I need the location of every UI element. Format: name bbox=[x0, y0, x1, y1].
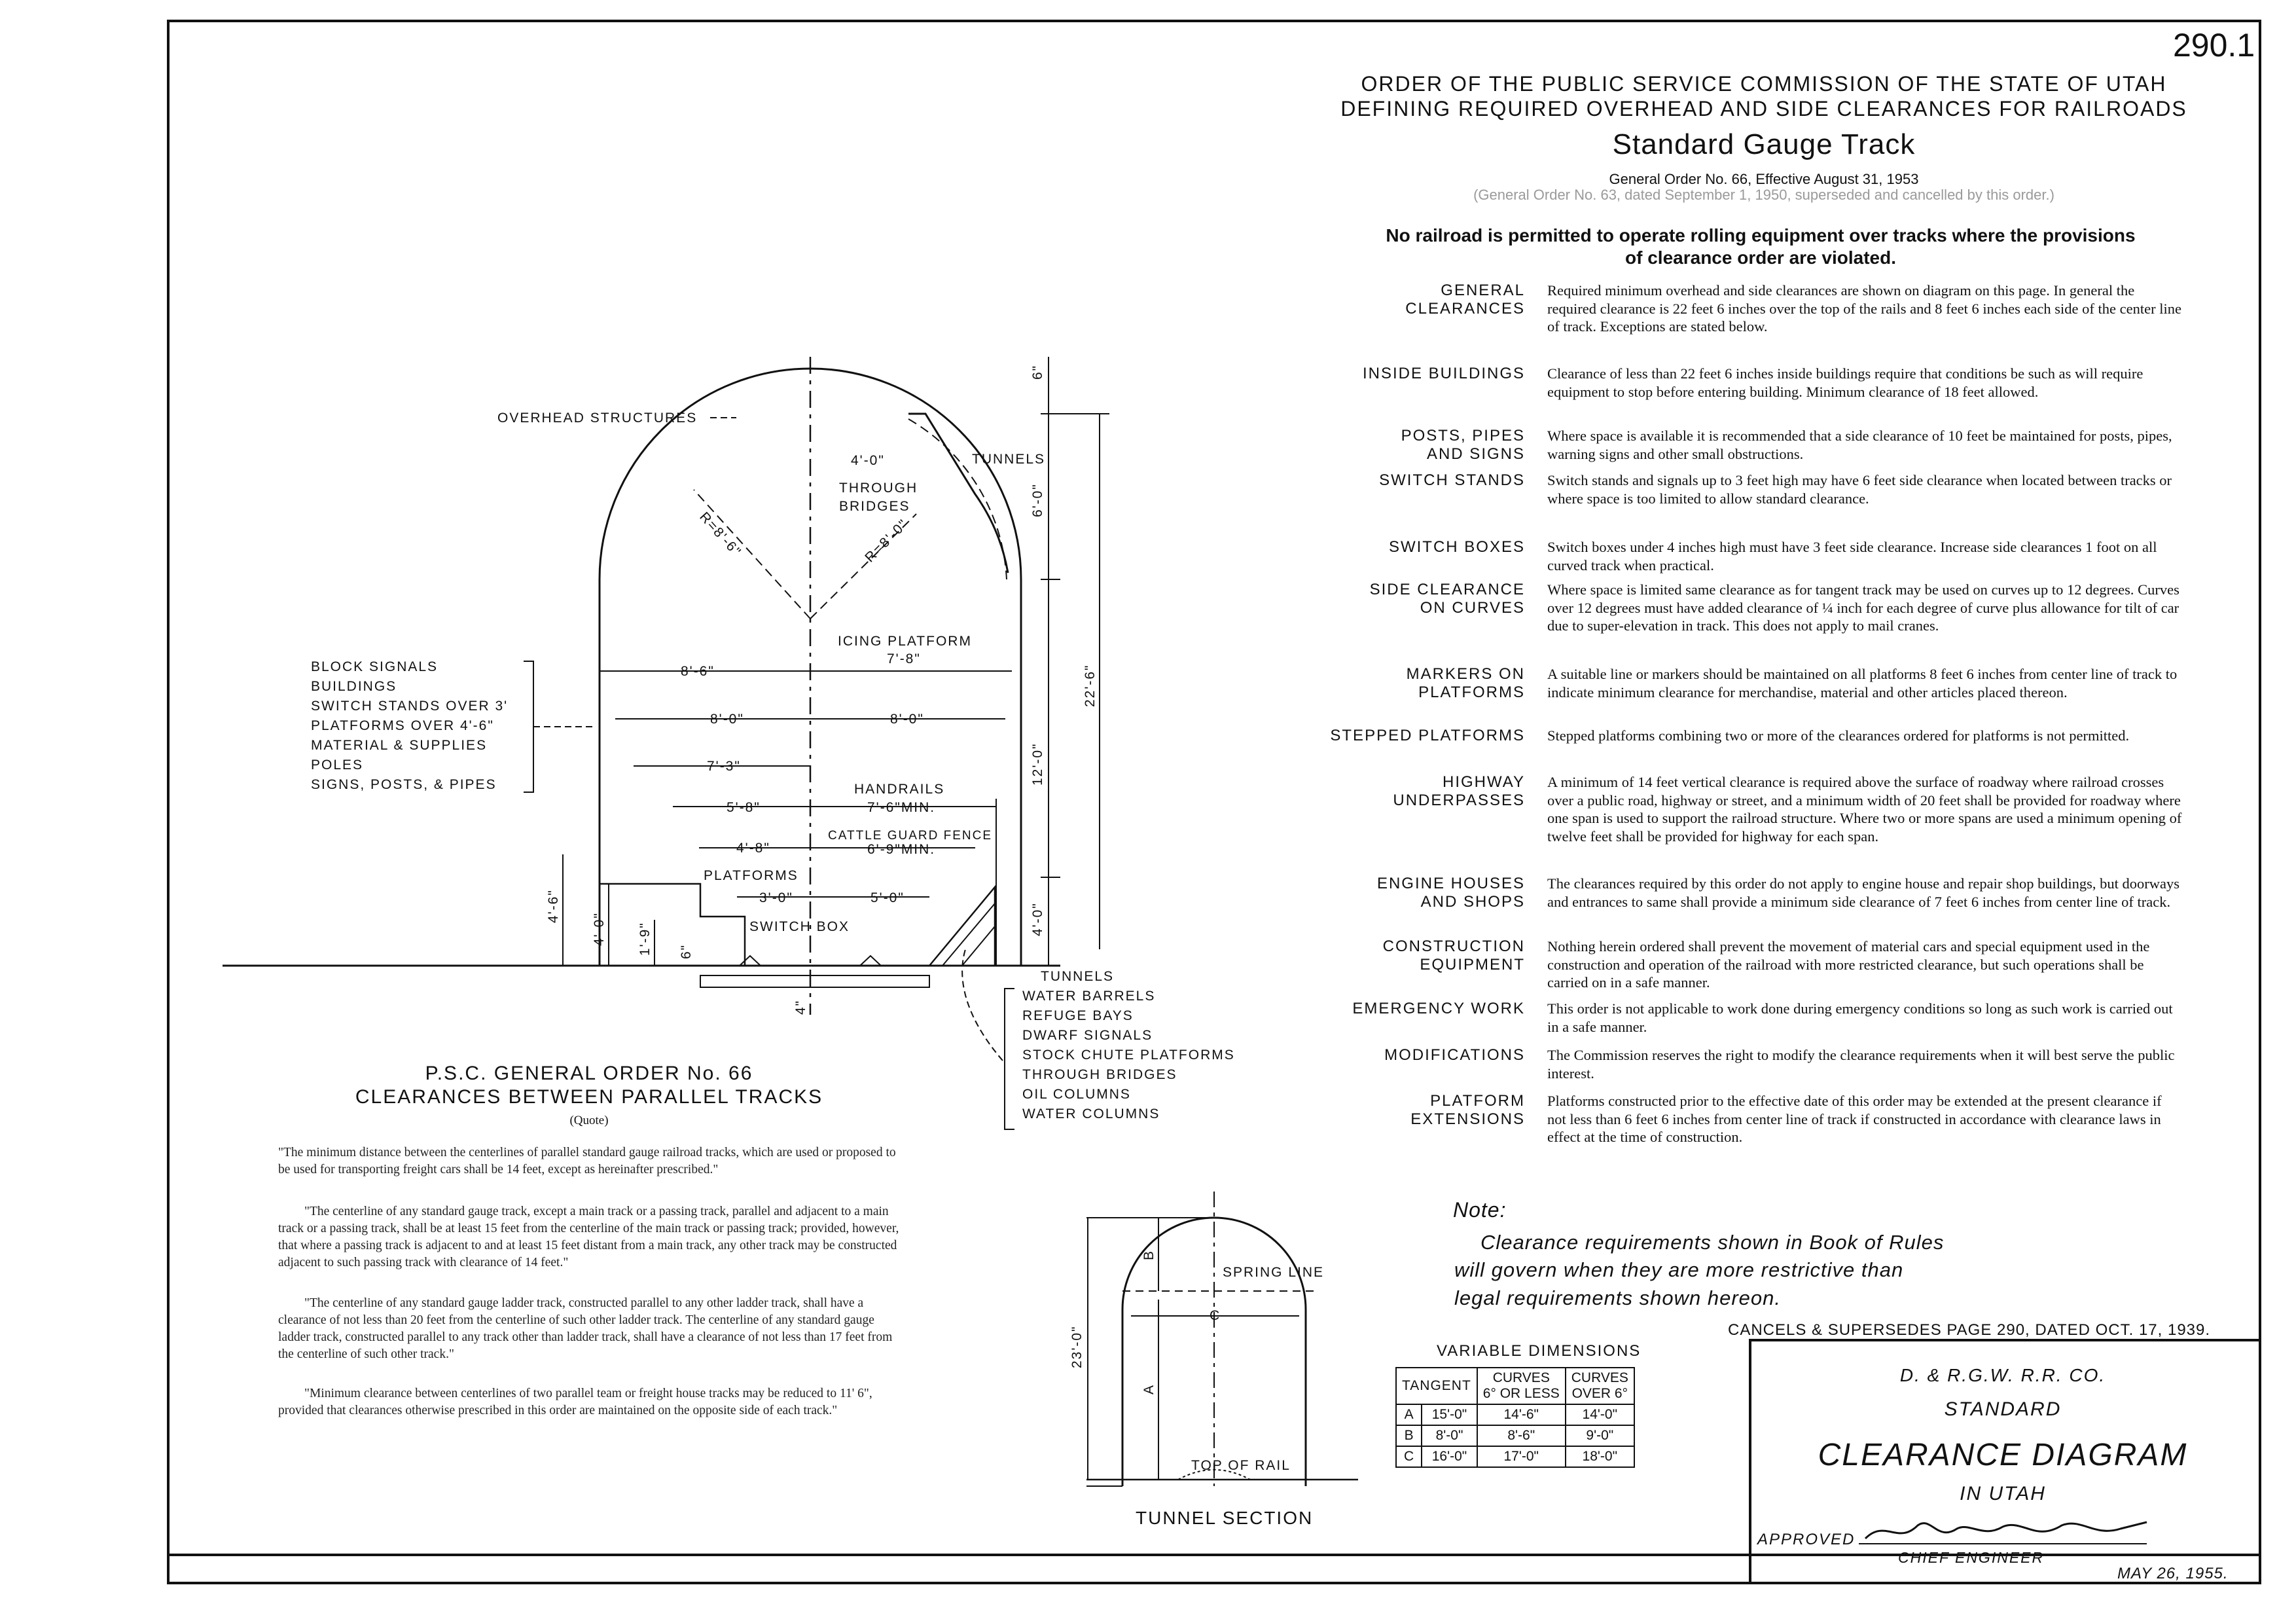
label-icing-platform: ICING PLATFORM bbox=[838, 634, 972, 649]
cell: 14'-0" bbox=[1566, 1404, 1634, 1425]
label-through: THROUGH bbox=[839, 481, 918, 496]
bottom-list-item: OIL COLUMNS bbox=[1022, 1087, 1131, 1102]
label-dim-6-small: 6" bbox=[679, 943, 694, 959]
variable-dimensions-table bbox=[1395, 1367, 1635, 1468]
top-of-rail-label: TOP OF RAIL bbox=[1191, 1458, 1291, 1473]
cell: 9'-0" bbox=[1566, 1425, 1634, 1446]
label-dim-4-0-right: 4'-0" bbox=[1030, 902, 1045, 936]
label-dim-12-0: 12'-0" bbox=[1030, 742, 1045, 786]
left-obstruction-list bbox=[311, 659, 508, 792]
standard-label: STANDARD bbox=[1944, 1398, 2062, 1420]
bottom-list-bracket bbox=[1005, 989, 1014, 1129]
provision-text: The Commission reserves the right to modify the clearance requirements when it will best serve the public interest. bbox=[1547, 1047, 2175, 1082]
label-handrails: HANDRAILS bbox=[854, 782, 945, 797]
label-dim-8-0-right: 8'-0" bbox=[890, 712, 924, 727]
in-utah-label: IN UTAH bbox=[1960, 1483, 2046, 1504]
tunnel-section bbox=[1060, 1172, 1374, 1539]
label-dim-6-0: 6'-0" bbox=[1030, 483, 1045, 517]
note-line-3: legal requirements shown hereon. bbox=[1454, 1286, 1781, 1309]
cell: 15'-0" bbox=[1422, 1404, 1477, 1425]
provision-text: This order is not applicable to work done during emergency conditions so long as such work is carried out in a safe manner. bbox=[1547, 1000, 2173, 1035]
cell: 16'-0" bbox=[1422, 1446, 1477, 1467]
note-line-2: will govern when they are more restrictive than bbox=[1454, 1258, 1904, 1281]
right-platform bbox=[929, 887, 995, 966]
platform-hatch-2 bbox=[962, 926, 995, 966]
cell: 18'-0" bbox=[1566, 1446, 1634, 1467]
provision-text: Nothing herein ordered shall prevent the movement of material cars and special equipment used in the construction and operation of the railroad with more restricted clearance, but such operations shall be carried on in a safe manner. bbox=[1547, 938, 2150, 991]
provision-text: Where space is available it is recommended that a side clearance of 10 feet be maintained for posts, pipes, warning signs and other small obstructions. bbox=[1547, 428, 2172, 462]
provision-text: A minimum of 14 feet vertical clearance is required above the surface of roadway where railroad crosses over a public road, highway or street, and a minimum width of 20 feet shall be provided for roadway where one span is used to support the railroad structure. Where two or more spans are used a minimum opening of twelve feet shall be provided for highway for each span. bbox=[1547, 774, 2182, 845]
label-dim-3-0: 3'-0" bbox=[759, 890, 793, 905]
header-line-1: ORDER OF THE PUBLIC SERVICE COMMISSION OF THE STATE OF UTAH bbox=[1361, 72, 2167, 96]
platform-hatch bbox=[942, 903, 995, 966]
provision-text: Stepped platforms combining two or more of the clearances ordered for platforms is not permitted. bbox=[1547, 727, 2130, 744]
left-list-item: SIGNS, POSTS, & PIPES bbox=[311, 777, 497, 792]
quote-paragraph-1: "The minimum distance between the centerlines of parallel standard gauge railroad tracks, which are used or proposed to be used for transporting freight cars shall be 14 feet, except as hereinafter prescribed." bbox=[278, 1146, 896, 1176]
tunnel-section-title: TUNNEL SECTION bbox=[1136, 1508, 1314, 1528]
provision-text: Clearance of less than 22 feet 6 inches inside buildings require that conditions be such as will require equipment to stop before entering building. Minimum clearance of 18 feet allowed. bbox=[1547, 365, 2144, 400]
psc-title-1: P.S.C. GENERAL ORDER No. 66 bbox=[425, 1063, 753, 1084]
row-key: A bbox=[1396, 1404, 1422, 1425]
bridge-outline bbox=[908, 419, 1007, 579]
provision-label: MARKERS ON PLATFORMS bbox=[1406, 665, 1525, 701]
provision-text: A suitable line or markers should be maintained on all platforms 8 feet 6 inches from center line of track to indicate minimum clearance for merchandise, material and other articles placed thereon. bbox=[1547, 666, 2178, 701]
tunnel-label-c: C bbox=[1210, 1308, 1221, 1323]
label-dim-7-3: 7'-3" bbox=[707, 759, 741, 774]
cancels-note: CANCELS & SUPERSEDES PAGE 290, DATED OCT. 17, 1939. bbox=[1728, 1321, 2211, 1339]
label-tunnels-bottom: TUNNELS bbox=[1041, 969, 1115, 984]
provision-label: SIDE CLEARANCE ON CURVES bbox=[1369, 581, 1525, 617]
provision-label: SWITCH BOXES bbox=[1388, 538, 1525, 556]
provision-label: STEPPED PLATFORMS bbox=[1330, 727, 1525, 744]
variable-dimensions-title: VARIABLE DIMENSIONS bbox=[1437, 1342, 1641, 1360]
header-curves-over-6: CURVES OVER 6° bbox=[1566, 1368, 1634, 1404]
warning-line-2: of clearance order are violated. bbox=[1625, 247, 1896, 268]
cell: 17'-0" bbox=[1477, 1446, 1566, 1467]
page-number: 290.1 bbox=[2173, 27, 2255, 64]
provision-label: MODIFICATIONS bbox=[1384, 1046, 1525, 1064]
quote-paragraph-3: "The centerline of any standard gauge ladder track, constructed parallel to any other ladder track, shall have a clearance of not less than 20 feet from the centerline of such other ladder track. The centerline of any standard gauge ladder track, constructed parallel to any track other than ladder track, shall have a clearance of not less than 17 feet from the centerline of such other track." bbox=[278, 1296, 893, 1361]
left-list-item: SWITCH STANDS OVER 3' bbox=[311, 699, 509, 714]
tie bbox=[700, 975, 929, 987]
warning-statement bbox=[1302, 225, 2219, 269]
warning-line-1: No railroad is permitted to operate rolling equipment over tracks where the provisions bbox=[1386, 225, 2136, 246]
label-platforms: PLATFORMS bbox=[704, 868, 798, 883]
label-overhead-structures: OVERHEAD STRUCTURES bbox=[497, 410, 698, 426]
row-key: B bbox=[1396, 1425, 1422, 1446]
cell: 8'-6" bbox=[1477, 1425, 1566, 1446]
header-subtitle: Standard Gauge Track bbox=[1612, 128, 1916, 160]
note-label: Note: bbox=[1453, 1198, 1507, 1222]
chief-engineer-label: CHIEF ENGINEER bbox=[1898, 1549, 2045, 1566]
provision-label: PLATFORM EXTENSIONS bbox=[1410, 1092, 1525, 1128]
label-radius-left: R=8'-6" bbox=[696, 509, 745, 560]
cell: 14'-6" bbox=[1477, 1404, 1566, 1425]
left-list-item: POLES bbox=[311, 757, 364, 773]
label-dim-4-0-top: 4'-0" bbox=[851, 453, 885, 468]
tunnel-label-b: B bbox=[1141, 1249, 1157, 1260]
label-dim-7-8: 7'-8" bbox=[887, 651, 921, 666]
label-dim-5-8: 5'-8" bbox=[726, 800, 761, 815]
quote-paragraph-2: "The centerline of any standard gauge track, except a main track or a passing track, parallel and adjacent to a main track or a passing track, shall be at least 15 feet from the centerline of the main track or passing track; provided, however, that where a passing track is adjacent to and at least 15 feet distant from a main track, any other track may be constructed adjacent to such passing track with clearance of 14 feet." bbox=[278, 1205, 899, 1269]
bottom-list-item: WATER COLUMNS bbox=[1022, 1106, 1160, 1121]
tunnel-outline bbox=[908, 414, 1008, 573]
label-cattle-guard: CATTLE GUARD FENCE bbox=[828, 829, 993, 843]
bottom-list-item: DWARF SIGNALS bbox=[1022, 1028, 1153, 1043]
label-dim-4-0-left: 4'-0" bbox=[592, 912, 607, 946]
row-key: C bbox=[1396, 1446, 1422, 1467]
provision-label: CONSTRUCTION EQUIPMENT bbox=[1382, 938, 1525, 974]
label-dim-7-6-min: 7'-6"MIN. bbox=[867, 800, 936, 815]
bottom-list-item: REFUGE BAYS bbox=[1022, 1008, 1134, 1023]
radius-left bbox=[694, 490, 810, 619]
cell: 8'-0" bbox=[1422, 1425, 1477, 1446]
superseded-note: (General Order No. 63, dated September 1, 1950, superseded and cancelled by this order.) bbox=[1473, 187, 2054, 203]
label-dim-5-0: 5'-0" bbox=[870, 890, 905, 905]
platform-step bbox=[600, 884, 745, 966]
label-bridges: BRIDGES bbox=[839, 499, 910, 514]
header-curves-6-or-less: CURVES 6° OR LESS bbox=[1477, 1368, 1566, 1404]
label-tunnels-top: TUNNELS bbox=[972, 452, 1046, 467]
provision-text: The clearances required by this order do not apply to engine house and repair shop buildings, but doorways and entrances to same shall provide a minimum side clearance of 7 feet 6 inches from center line of track. bbox=[1547, 875, 2179, 910]
left-list-item: BUILDINGS bbox=[311, 679, 397, 694]
label-radius-right: R=8'-0" bbox=[862, 516, 912, 566]
note-line-1: Clearance requirements shown in Book of Rules bbox=[1480, 1231, 1945, 1254]
left-list-item: BLOCK SIGNALS bbox=[311, 659, 439, 674]
rail-left bbox=[740, 956, 761, 966]
header-line-2: DEFINING REQUIRED OVERHEAD AND SIDE CLEARANCES FOR RAILROADS bbox=[1340, 97, 2187, 120]
provision-label: EMERGENCY WORK bbox=[1352, 1000, 1525, 1017]
provision-label: INSIDE BUILDINGS bbox=[1362, 365, 1525, 382]
label-dim-4-8: 4'-8" bbox=[736, 841, 770, 856]
general-order: General Order No. 66, Effective August 31, 1953 bbox=[1609, 171, 1919, 187]
left-list-item: PLATFORMS OVER 4'-6" bbox=[311, 718, 494, 733]
approval-date: MAY 26, 1955. bbox=[2117, 1565, 2229, 1582]
label-dim-6-9-min: 6'-9"MIN. bbox=[867, 842, 936, 857]
spring-line-label: SPRING LINE bbox=[1223, 1265, 1325, 1280]
provision-label: SWITCH STANDS bbox=[1379, 471, 1525, 489]
label-dim-6-top: 6" bbox=[1030, 364, 1045, 380]
psc-title-2: CLEARANCES BETWEEN PARALLEL TRACKS bbox=[355, 1086, 823, 1108]
rail-right bbox=[860, 956, 881, 966]
quote-label: (Quote) bbox=[569, 1114, 609, 1127]
signature bbox=[1859, 1512, 2153, 1552]
left-list-item: MATERIAL & SUPPLIES bbox=[311, 738, 488, 753]
provision-text: Where space is limited same clearance as for tangent track may be used on curves up to 12 degrees. Curves over 12 degrees must have added clearance of ¼ inch for each degree of curve plus allowance for tilt of car due to super-elevation in track. This does not apply to mail cranes. bbox=[1547, 581, 2179, 634]
provision-label: ENGINE HOUSES AND SHOPS bbox=[1376, 875, 1525, 911]
header-tangent: TANGENT bbox=[1396, 1368, 1477, 1404]
provision-label: POSTS, PIPES AND SIGNS bbox=[1401, 427, 1525, 463]
bottom-list-item: WATER BARRELS bbox=[1022, 989, 1156, 1004]
left-list-bracket bbox=[524, 661, 533, 792]
bottom-list-item: STOCK CHUTE PLATFORMS bbox=[1022, 1047, 1235, 1063]
approved-label: APPROVED bbox=[1757, 1531, 1856, 1548]
provision-text: Switch stands and signals up to 3 feet high may have 6 feet side clearance when located between tracks or where space is too limited to allow standard clearance. bbox=[1547, 472, 2172, 507]
company-name: D. & R.G.W. R.R. CO. bbox=[1899, 1365, 2106, 1385]
clearance-diagram bbox=[196, 340, 1296, 1152]
quote-paragraph-4: "Minimum clearance between centerlines of two parallel team or freight house tracks may be reduced to 11' 6", provided that clearances otherwise prescribed in this order are maintained on the opposite side of each track." bbox=[278, 1387, 872, 1417]
label-dim-22-6: 22'-6" bbox=[1083, 664, 1098, 707]
provision-text: Platforms constructed prior to the effective date of this order may be extended at the present clearance if not less than 6 feet 6 inches from center line of track if constructed in accordance with clearance laws in effect at the time of construction. bbox=[1547, 1093, 2162, 1145]
label-dim-1-9: 1'-9" bbox=[637, 922, 653, 956]
label-switch-box: SWITCH BOX bbox=[749, 919, 850, 934]
psc-title bbox=[275, 1062, 903, 1133]
provision-label: HIGHWAY UNDERPASSES bbox=[1393, 773, 1525, 809]
bottom-list-item: THROUGH BRIDGES bbox=[1022, 1067, 1177, 1082]
provision-label: GENERAL CLEARANCES bbox=[1405, 282, 1525, 318]
provision-text: Switch boxes under 4 inches high must have 3 feet side clearance. Increase side clearances 1 foot on all curved track when practical. bbox=[1547, 539, 2157, 574]
provision-text: Required minimum overhead and side clearances are shown on diagram on this page. In general the required clearance is 22 feet 6 inches over the top of the rails and 8 feet 6 inches each side of the center line of track. Exceptions are stated below. bbox=[1547, 282, 2181, 335]
label-dim-4-6: 4'-6" bbox=[546, 889, 561, 923]
drawing-title: CLEARANCE DIAGRAM bbox=[1818, 1438, 2188, 1472]
tunnel-dim-23: 23'-0" bbox=[1069, 1325, 1085, 1368]
label-dim-4-under: 4" bbox=[793, 999, 808, 1015]
bottom-obstruction-list bbox=[1022, 989, 1235, 1121]
label-dim-8-0-left: 8'-0" bbox=[710, 712, 744, 727]
tunnel-label-a: A bbox=[1141, 1383, 1157, 1394]
label-dim-8-6: 8'-6" bbox=[681, 664, 715, 679]
